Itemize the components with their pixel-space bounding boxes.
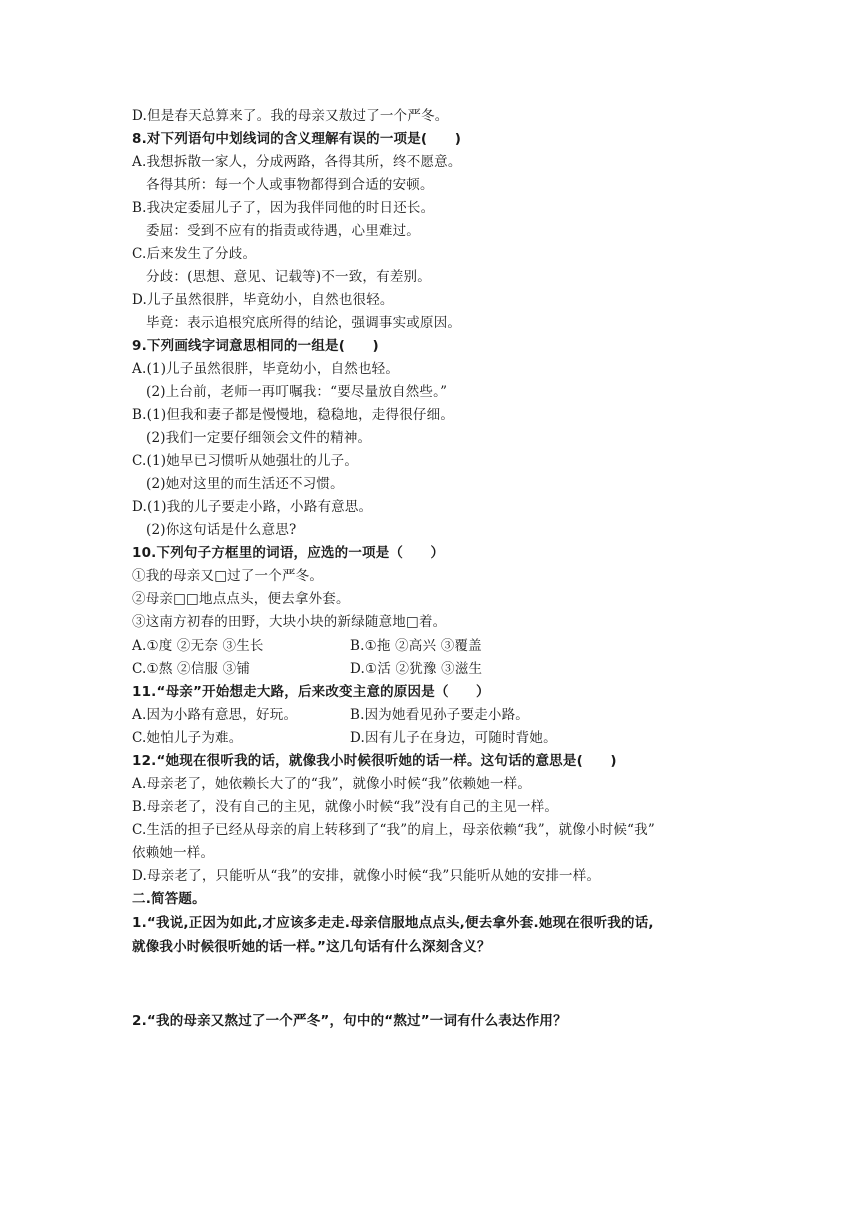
question-10-sentence-2: ②母亲□□地点点头，便去拿外套。 — [132, 591, 350, 607]
option-9b-1: B.(1)但我和妻子都是慢慢地，稳稳地，走得很仔细。 — [132, 407, 455, 423]
option-12c-cont: 依赖她一样。 — [132, 845, 215, 861]
option-9d-2: (2)你这句话是什么意思? — [146, 522, 297, 538]
short-answer-1: 1.“我说,正因为如此,才应该多走走.母亲信服地点点头,便去拿外套.她现在很听我的话, — [132, 915, 654, 931]
option-11d: D.因有儿子在身边，可随时背她。 — [350, 730, 557, 746]
option-9a-2: (2)上台前，老师一再叮嘱我：“要尽量放自然些。” — [146, 384, 448, 400]
question-10: 10.下列句子方框里的词语，应选的一项是（ ） — [132, 545, 445, 561]
option-10d: D.①活 ②犹豫 ③滋生 — [350, 661, 483, 677]
option-10b: B.①拖 ②高兴 ③覆盖 — [350, 638, 482, 654]
option-8b: B.我决定委屈儿子了，因为我伴同他的时日还长。 — [132, 200, 435, 216]
option-11c: C.她怕儿子为难。 — [132, 730, 243, 746]
option-11a: A.因为小路有意思，好玩。 — [132, 707, 298, 723]
option-8c: C.后来发生了分歧。 — [132, 246, 257, 262]
option-8a: A.我想拆散一家人，分成两路，各得其所，终不愿意。 — [132, 154, 462, 170]
option-11b: B.因为她看见孙子要走小路。 — [350, 707, 530, 723]
option-9a-1: A.(1)儿子虽然很胖，毕竟幼小，自然也轻。 — [132, 361, 400, 377]
option-7d: D.但是春天总算来了。我的母亲又敖过了一个严冬。 — [132, 108, 449, 124]
option-9c-2: (2)她对这里的而生活还不习惯。 — [146, 476, 344, 492]
option-8c-note: 分歧：(思想、意见、记载等)不一致，有差别。 — [146, 269, 431, 285]
question-10-sentence-1: ①我的母亲又□过了一个严冬。 — [132, 568, 324, 584]
question-9: 9.下列画线字词意思相同的一组是( ) — [132, 338, 379, 354]
question-12: 12.“她现在很听我的话，就像我小时候很听她的话一样。这句话的意思是( ) — [132, 753, 617, 769]
option-10c: C.①熬 ②信服 ③铺 — [132, 661, 251, 677]
option-12c: C.生活的担子已经从母亲的肩上转移到了“我”的肩上，母亲依赖“我”，就像小时候“我” — [132, 822, 655, 838]
question-11: 11.“母亲”开始想走大路，后来改变主意的原因是（ ） — [132, 684, 490, 700]
option-9d-1: D.(1)我的儿子要走小路，小路有意思。 — [132, 499, 373, 515]
option-12a: A.母亲老了，她依赖长大了的“我”，就像小时候“我”依赖她一样。 — [132, 776, 532, 792]
option-12b: B.母亲老了，没有自己的主见，就像小时候“我”没有自己的主见一样。 — [132, 799, 559, 815]
option-8a-note: 各得其所：每一个人或事物都得到合适的安顿。 — [146, 177, 434, 193]
option-9c-1: C.(1)她早已习惯听从她强壮的儿子。 — [132, 453, 359, 469]
section-heading-short-answer: 二.简答题。 — [132, 891, 206, 907]
option-8d: D.儿子虽然很胖，毕竟幼小，自然也很轻。 — [132, 292, 394, 308]
option-8d-note: 毕竟：表示追根究底所得的结论，强调事实或原因。 — [146, 315, 462, 331]
option-8b-note: 委屈：受到不应有的指责或待遇，心里难过。 — [146, 223, 420, 239]
option-12d: D.母亲老了，只能听从“我”的安排，就像小时候“我”只能听从她的安排一样。 — [132, 868, 601, 884]
option-9b-2: (2)我们一定要仔细领会文件的精神。 — [146, 430, 372, 446]
question-10-sentence-3: ③这南方初春的田野，大块小块的新绿随意地□着。 — [132, 614, 447, 630]
question-8: 8.对下列语句中划线词的含义理解有误的一项是( ) — [132, 131, 462, 147]
short-answer-2: 2.“我的母亲又熬过了一个严冬”，句中的“熬过”一词有什么表达作用？ — [132, 1013, 567, 1029]
short-answer-1-cont: 就像我小时候很听她的话一样。”这几句话有什么深刻含义？ — [132, 939, 491, 955]
option-10a: A.①度 ②无奈 ③生长 — [132, 638, 264, 654]
